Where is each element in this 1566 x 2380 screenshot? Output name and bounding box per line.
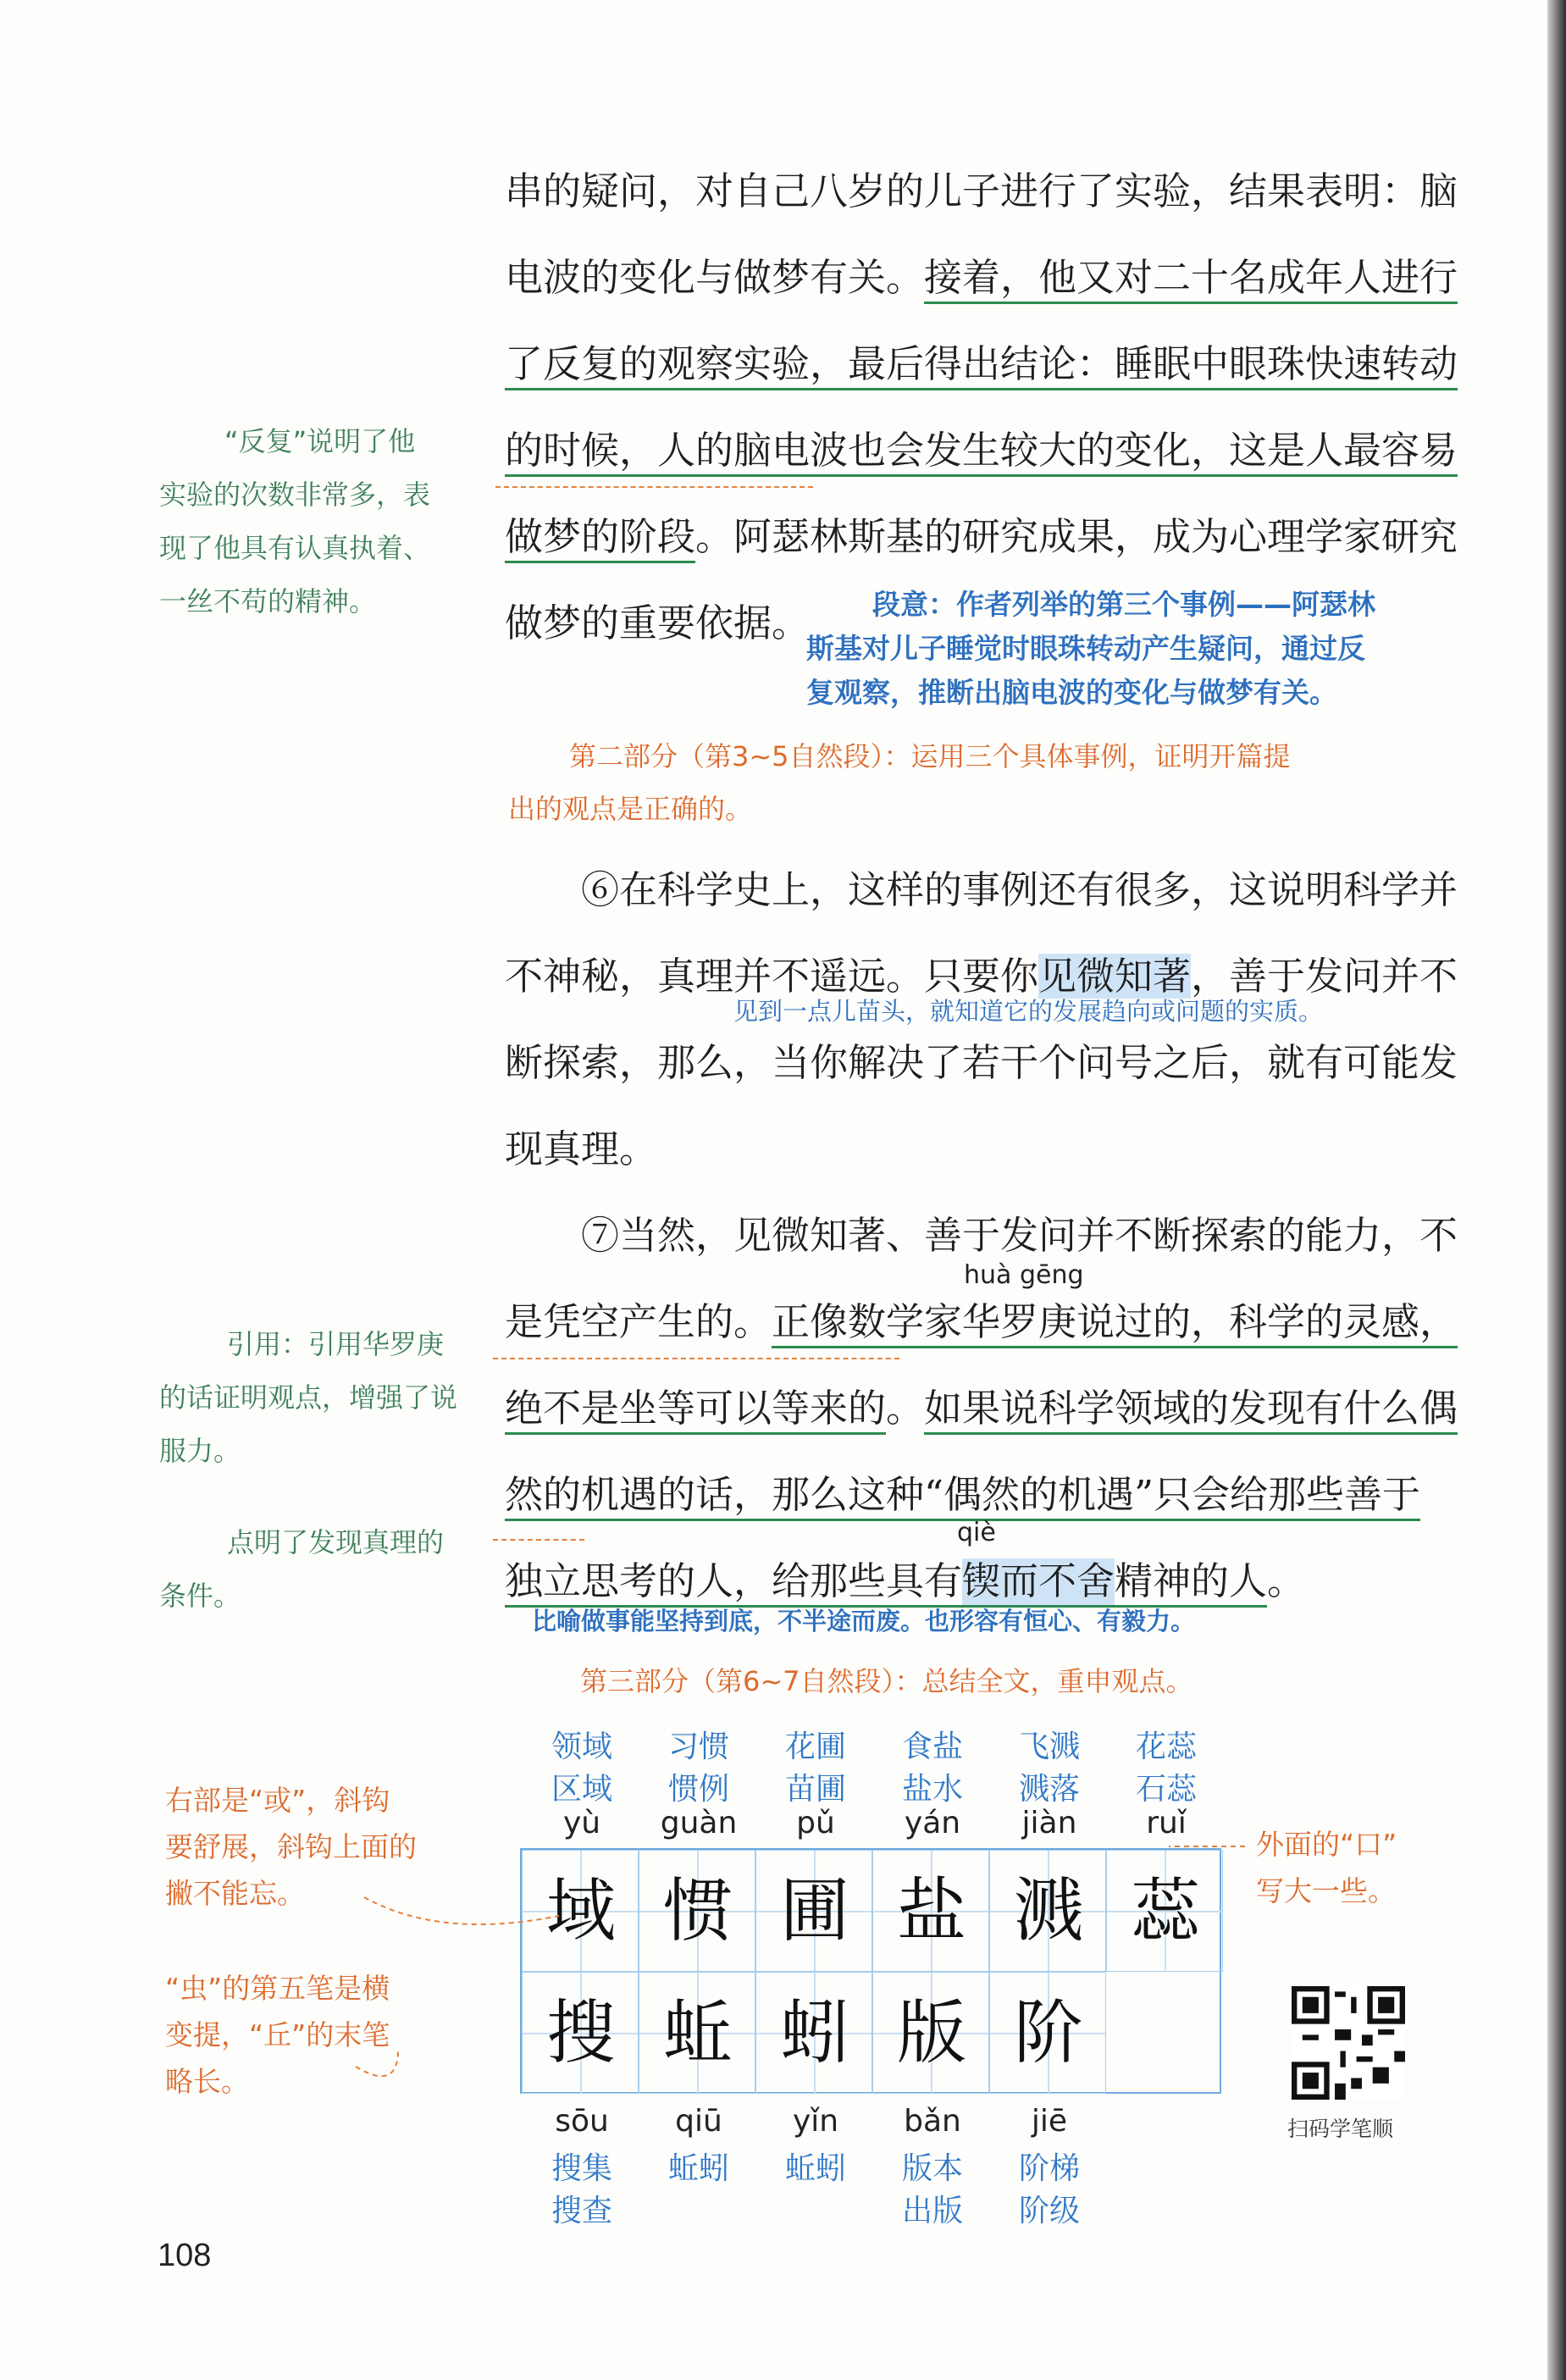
paragraph-7-line: 绝不是坐等可以等来的。如果说科学领域的发现有什么偶 <box>505 1365 1487 1452</box>
char-cell: 版 <box>872 1972 989 2094</box>
char-cell: 域 <box>522 1850 639 1972</box>
tip-line: 变提，“丘”的末笔 <box>165 2018 390 2051</box>
quote-note-line: 引用：引用华罗庚 <box>227 1328 445 1360</box>
char-cell: 惯 <box>639 1850 755 1972</box>
vocab-words: 版本 出版 <box>901 2151 963 2228</box>
char-cell: 圃 <box>755 1850 872 1972</box>
char-pinyin: yǐn <box>792 2104 839 2139</box>
char-cell: 阶 <box>989 1972 1106 2094</box>
char-cell: 蚓 <box>755 1972 872 2094</box>
char-cell: 盐 <box>872 1850 989 1972</box>
vocab-words: 花圃 苗圃 <box>784 1730 846 1807</box>
tip-line: 右部是“或”，斜钩 <box>165 1784 390 1817</box>
repeat-note-line: 实验的次数非常多，表 <box>159 479 431 511</box>
tip-line: “虫”的第五笔是横 <box>165 1972 390 2005</box>
part2-summary-line: 出的观点是正确的。 <box>508 793 753 825</box>
tip-connector-line <box>364 1897 559 1924</box>
tip-line: 撇不能忘。 <box>165 1877 305 1910</box>
text-line: 电波的变化与做梦有关。接着，他又对二十名成年人进行 <box>505 235 1487 321</box>
char-pinyin: bǎn <box>904 2104 961 2139</box>
vocab-words: 领域 区域 <box>551 1730 612 1807</box>
text-line: 的时候，人的脑电波也会发生较大的变化，这是人最容易 <box>505 407 1487 494</box>
page-number: 108 <box>158 2238 212 2273</box>
condition-note-line: 条件。 <box>159 1580 241 1612</box>
jianweizhizhu-highlight: 见微知著 <box>1038 954 1192 999</box>
paragraph-6-line: 断探索，那么，当你解决了若干个问号之后，就有可能发 <box>505 1040 1458 1085</box>
char-pinyin: yán <box>904 1806 961 1840</box>
tip-connector-line <box>356 2050 398 2076</box>
char-pinyin: guàn <box>660 1806 738 1840</box>
vocab-words: 蚯蚓 <box>667 2151 729 2186</box>
qieersheshe-definition: 比喻做事能坚持到底，不半途而废。也形容有恒心、有毅力。 <box>532 1607 1196 1636</box>
quote-note-line: 的话证明观点，增强了说 <box>159 1381 458 1414</box>
paragraph-6-line: 现真理。 <box>505 1126 658 1171</box>
vocab-words: 习惯 惯例 <box>667 1730 729 1807</box>
condition-note-line: 点明了发现真理的 <box>227 1526 445 1558</box>
paragraph-meaning-line: 段意：作者列举的第三个事例——阿瑟林 <box>872 588 1375 621</box>
paragraph-meaning-line: 斯基对儿子睡觉时眼珠转动产生疑问，通过反 <box>806 632 1365 665</box>
char-cell: 搜 <box>522 1972 639 2094</box>
char-pinyin: jiàn <box>1021 1806 1077 1840</box>
tip-line: 外面的“口” <box>1256 1828 1397 1861</box>
paragraph-6-line: ⑥在科学史上，这样的事例还有很多，这说明科学并 <box>581 867 1458 912</box>
part3-summary: 第三部分（第6~7自然段）：总结全文，重申观点。 <box>580 1665 1193 1697</box>
paragraph-7-line: 是凭空产生的。正像数学家华罗庚说过的，科学的灵感， <box>505 1279 1487 1365</box>
text-line: 串的疑问，对自己八岁的儿子进行了实验，结果表明：脑 <box>505 169 1458 213</box>
vocab-words: 阶梯 阶级 <box>1018 2151 1080 2228</box>
char-pinyin: qiū <box>675 2104 722 2139</box>
char-cell: 溅 <box>989 1850 1106 1972</box>
tip-line: 写大一些。 <box>1256 1874 1396 1907</box>
paragraph-7-line: 独立思考的人，给那些具有锲而不舍精神的人。 <box>505 1538 1487 1624</box>
char-pinyin: ruǐ <box>1146 1806 1187 1840</box>
vocab-words: 飞溅 溅落 <box>1018 1730 1080 1807</box>
part2-summary-line: 第二部分（第3~5自然段）：运用三个具体事例，证明开篇提 <box>569 740 1291 772</box>
vocab-words: 花蕊 石蕊 <box>1135 1730 1197 1807</box>
char-pinyin: sōu <box>555 2104 609 2139</box>
text-line: 做梦的重要依据。 <box>505 601 811 645</box>
jianweizhizhu-definition: 见到一点儿苗头，就知道它的发展趋向或问题的实质。 <box>733 997 1324 1026</box>
repeat-note-line: 一丝不苟的精神。 <box>159 585 377 617</box>
repeat-note-line: “反复”说明了他 <box>224 425 416 457</box>
paragraph-7-line: ⑦当然，见微知著、善于发问并不断探索的能力，不 <box>581 1213 1458 1258</box>
tip-line: 略长。 <box>165 2065 249 2098</box>
text-line: 了反复的观察实验，最后得出结论：睡眠中眼珠快速转动 <box>505 321 1487 407</box>
paragraph-meaning-line: 复观察，推断出脑电波的变化与做梦有关。 <box>806 676 1337 709</box>
qie-pinyin: qiè <box>957 1518 996 1547</box>
vocab-words: 搜集 搜查 <box>551 2151 612 2228</box>
char-pinyin: yù <box>562 1806 601 1840</box>
qieersheshe-highlight: 锲而不舍 <box>962 1558 1115 1608</box>
char-pinyin: pǔ <box>796 1806 835 1840</box>
vocab-words: 蚯蚓 <box>784 2151 846 2186</box>
vocab-words: 食盐 盐水 <box>901 1730 963 1807</box>
quote-note-line: 服力。 <box>159 1435 241 1467</box>
text-line: 做梦的阶段。阿瑟林斯基的研究成果，成为心理学家研究 <box>505 494 1487 580</box>
paragraph-6-line: 不神秘，真理并不遥远。只要你见微知著，善于发问并不 <box>505 954 1458 999</box>
paragraph-7-line: 然的机遇的话，那么这种“偶然的机遇”只会给那些善于 <box>505 1452 1487 1538</box>
char-cell: 蚯 <box>639 1972 755 2094</box>
qr-caption: 扫码学笔顺 <box>1287 2117 1394 2141</box>
char-pinyin: jiē <box>1031 2104 1068 2139</box>
huageng-pinyin: huà gēng <box>964 1260 1084 1290</box>
qr-code-icon[interactable] <box>1292 1986 1405 2100</box>
tip-line: 要舒展，斜钩上面的 <box>165 1830 417 1863</box>
char-cell: 蕊 <box>1106 1850 1223 1972</box>
repeat-note-line: 现了他具有认真执着、 <box>159 532 431 564</box>
